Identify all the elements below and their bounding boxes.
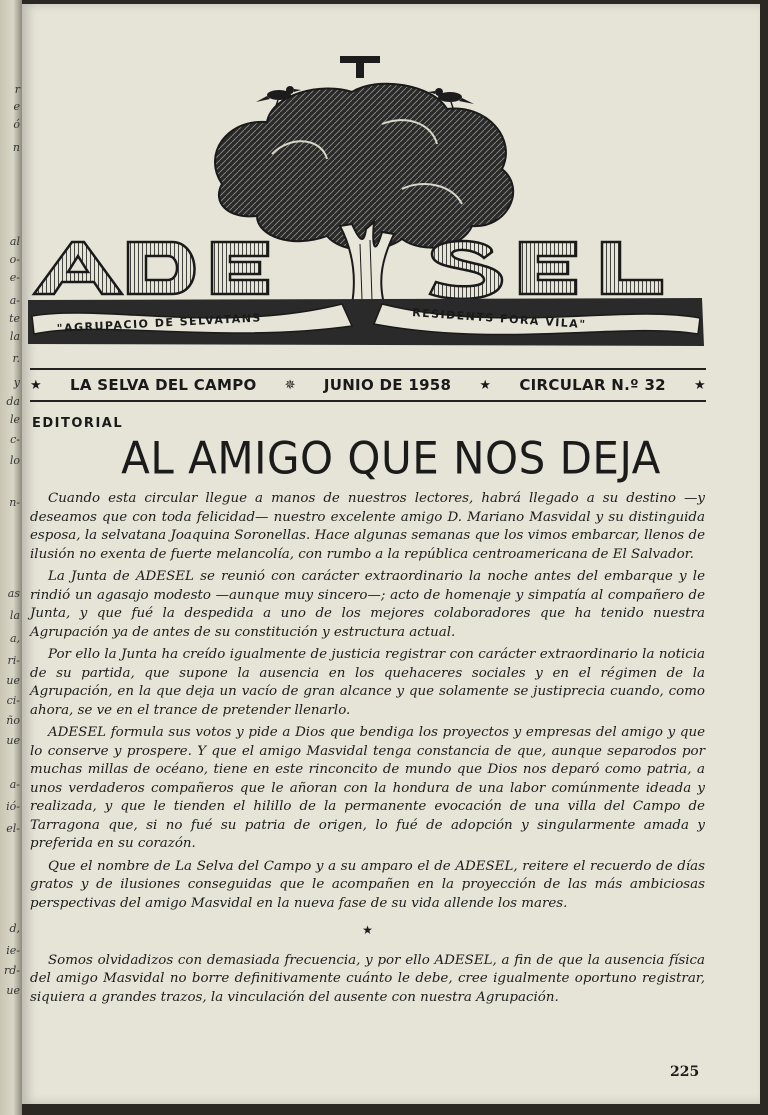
margin-fragment: ci- xyxy=(6,694,20,707)
margin-fragment: la xyxy=(9,609,20,622)
margin-fragment: el- xyxy=(6,822,20,835)
star-icon: ★ xyxy=(693,377,706,393)
banner-left-text: "AGRUPACIO DE SELVATANS xyxy=(56,311,263,335)
margin-fragment: a- xyxy=(9,294,20,307)
margin-fragment: ue xyxy=(6,674,20,687)
margin-fragment: e- xyxy=(9,271,20,284)
margin-fragment: al xyxy=(9,235,20,248)
margin-fragment: ie- xyxy=(6,944,20,957)
margin-fragment: le xyxy=(9,413,20,426)
margin-fragment: a, xyxy=(9,632,20,645)
margin-fragment: r. xyxy=(12,352,20,365)
star-icon: ★ xyxy=(479,377,492,393)
margin-fragment: ño xyxy=(6,714,20,727)
separator-star: ★ xyxy=(362,923,373,937)
margin-fragment: r xyxy=(14,83,20,96)
paragraph: Por ello la Junta ha creído igualmente de justicia registrar con carácter extraordinario la noticia de su partida, que supone la ausencia en los quehaceres sociales y en el régimen de la Agrupación, en la que deja un vacío de gran alcance y que solamente se justiprecia cuando, como ahora, se ve en el trance de pretender llenarlo. xyxy=(30,647,705,718)
star-icon: ✵ xyxy=(284,377,296,393)
circular-info-bar xyxy=(30,368,706,402)
margin-fragment: ue xyxy=(6,734,20,747)
margin-fragment: n- xyxy=(9,496,20,509)
adjacent-page-edge xyxy=(0,0,22,1115)
margin-fragment: d, xyxy=(9,922,20,935)
margin-fragment: da xyxy=(6,395,20,408)
title-ade xyxy=(34,242,268,294)
margin-fragment: n xyxy=(12,141,20,154)
margin-fragment: la xyxy=(9,330,20,343)
margin-fragment: te xyxy=(9,312,20,325)
star-icon: ★ xyxy=(30,377,42,393)
margin-fragment: rd- xyxy=(3,964,20,977)
article-body xyxy=(30,490,705,1011)
margin-fragment: ue xyxy=(6,984,20,997)
margin-fragment: a- xyxy=(9,778,20,791)
page-number: 225 xyxy=(670,1064,700,1080)
paragraph: Que el nombre de La Selva del Campo y a su amparo el de ADESEL, reitere el recuerdo de días gratos y de ilusiones conseguidas que le acompañen en la proyección de las más ambiciosas perspectivas del amigo Masvidal en la nueva fase de su vida allende los mares. xyxy=(30,858,705,911)
title-sel xyxy=(430,241,662,299)
tree-top-t-icon xyxy=(340,56,380,78)
margin-fragment: o- xyxy=(9,253,20,266)
tree-trunk-icon xyxy=(340,222,394,304)
paragraph: La Junta de ADESEL se reunió con carácter extraordinario la noche antes del embarque y le rindió un agasajo modesto —aunque muy sincero—; acto de homenaje y simpatía al compañero de Junta, y que fué la despedida a uno de los mejores colaboradores que ha tenido nuestra Agrupación ya de antes de su constitución y estructura actual. xyxy=(30,569,705,640)
margin-fragment: ió- xyxy=(6,800,20,813)
margin-fragment: ó xyxy=(13,118,20,131)
margin-fragment: ri- xyxy=(7,654,20,667)
tree-foliage-icon xyxy=(215,84,513,250)
document-page xyxy=(22,4,760,1104)
section-label: EDITORIAL xyxy=(32,416,124,431)
issue-date: JUNIO DE 1958 xyxy=(323,376,452,394)
margin-fragment: y xyxy=(13,376,20,389)
banner-right-text: RESIDENTS FORA VILA" xyxy=(411,306,587,332)
paragraph: Somos olvidadizos con demasiada frecuencia, y por ello ADESEL, a fin de que la ausencia física del amigo Masvidal no borre definitivamente cuánto le debe, cree igualmente oportuno registrar, siquiera a grandes trazos, la vinculación del ausente con nuestra Agrupación. xyxy=(30,952,705,1005)
margin-fragment: c- xyxy=(10,433,20,446)
margin-fragment: lo xyxy=(9,454,20,467)
article-headline: AL AMIGO QUE NOS DEJA xyxy=(121,432,661,485)
masthead-logo xyxy=(22,4,760,354)
margin-fragment: as xyxy=(7,587,20,600)
paragraph: ADESEL formula sus votos y pide a Dios que bendiga los proyectos y empresas del amigo y que lo conserve y prospere. Y que el amigo Masvidal tenga constancia de que, aunque separodos por muchas millas de océano, tiene en este rinconcito de mundo que Dios nos deparó como patria, a unos verdaderos compañeros que le añoran con la hondura de una labor comúnmente ideada y realizada, y que le tienden el hilillo de la permanente evocación de una villa del Campo de Tarragona que, si no fué su patria de origen, lo fué de adopción y singularmente amada y preferida en su corazón. xyxy=(30,725,705,851)
circular-number: CIRCULAR N.º 32 xyxy=(519,376,666,394)
paragraph: Cuando esta circular llegue a manos de nuestros lectores, habrá llegado a su destino —y deseamos que con toda felicidad— nuestro excelente amigo D. Mariano Masvidal y su distinguida esposa, la selvatana Joaquina Soronellas. Hace algunas semanas que los vimos embarcar, llenos de ilusión no exenta de fuerte melancolía, con rumbo a la república centroamericana de El Salvador. xyxy=(30,491,705,562)
place-name: LA SELVA DEL CAMPO xyxy=(70,376,257,394)
margin-fragment: e xyxy=(13,100,20,113)
